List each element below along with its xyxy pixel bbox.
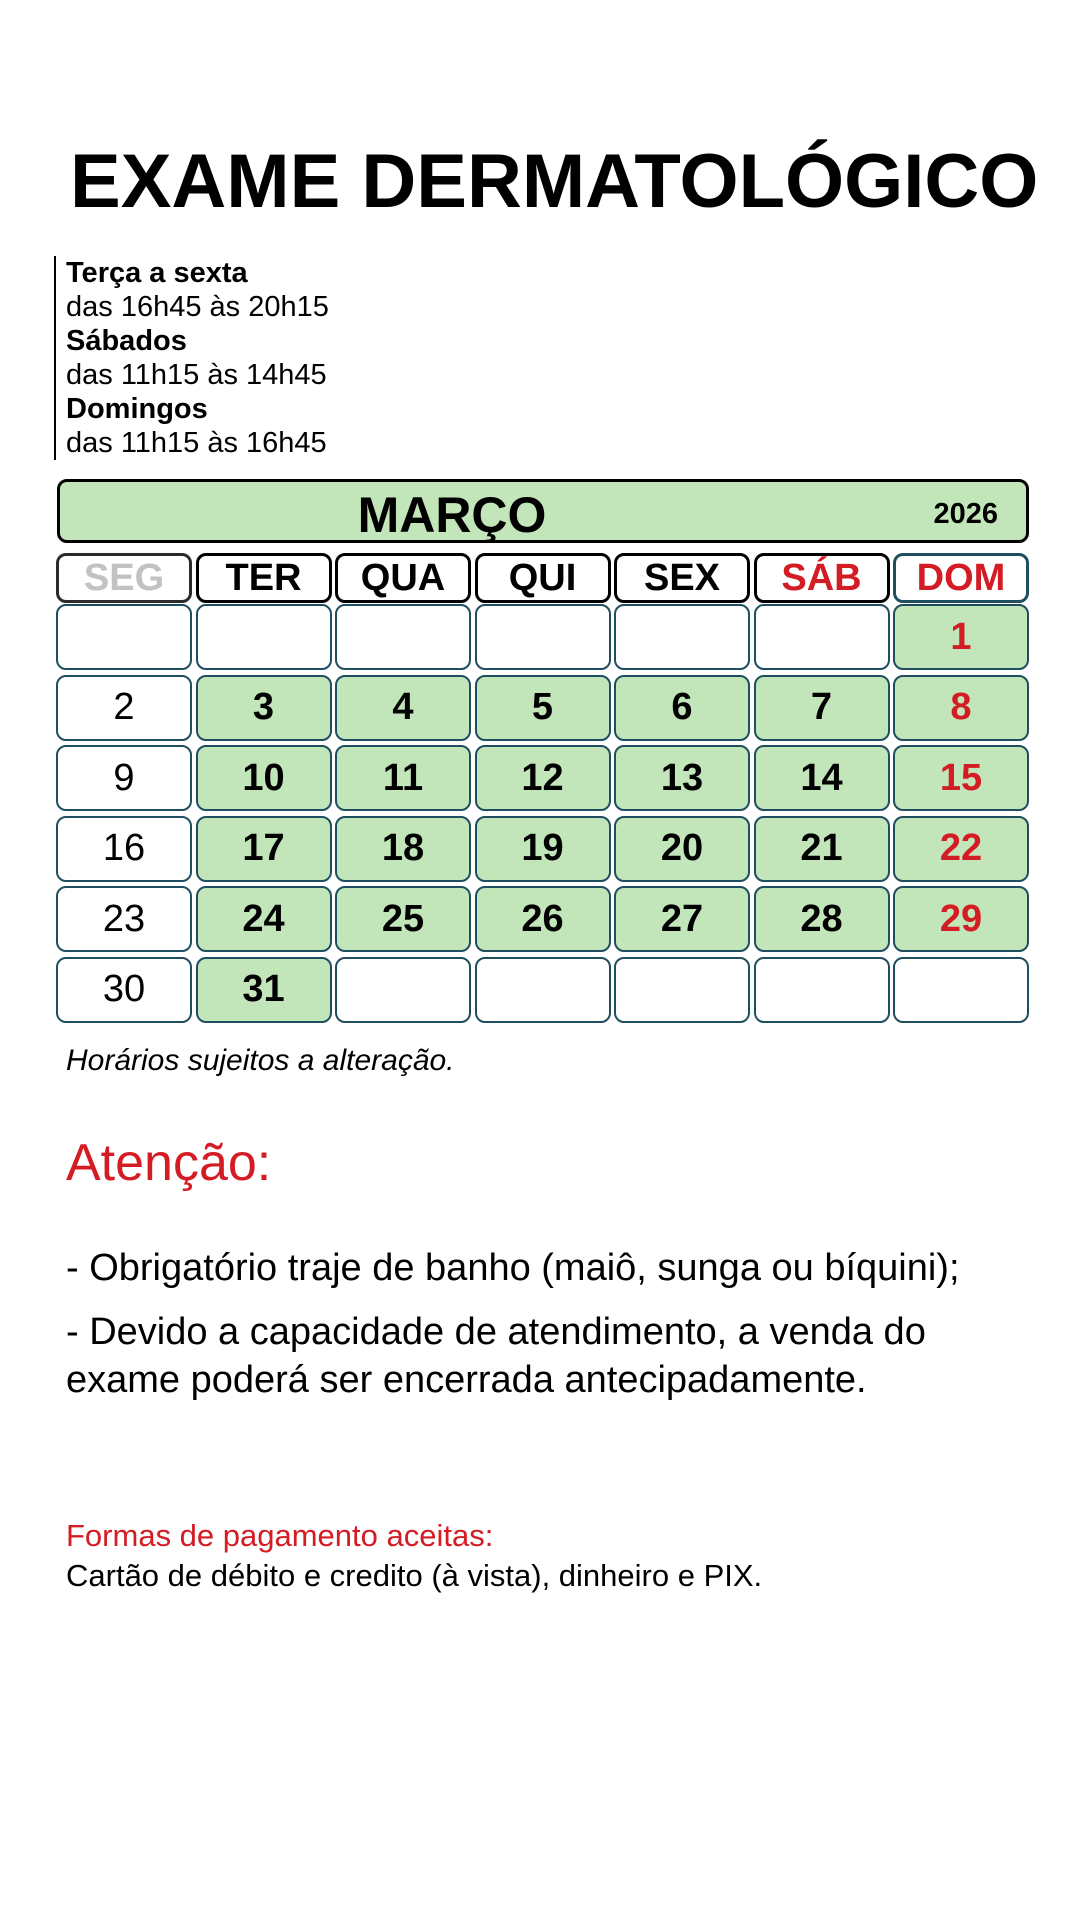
- weekday-header-sex: SEX: [614, 553, 750, 603]
- calendar-day-5: 5: [475, 675, 611, 741]
- weekday-header-qui: QUI: [475, 553, 611, 603]
- weekday-header-seg: SEG: [56, 553, 192, 603]
- attention-rule-capacity: - Devido a capacidade de atendimento, a venda do exame poderá ser encerrada antecipadamente.: [66, 1311, 926, 1401]
- calendar-day-15: 15: [893, 745, 1029, 811]
- schedule-days-weekdays: Terça a sexta: [66, 257, 248, 289]
- calendar-day-11: 11: [335, 745, 471, 811]
- calendar-empty-cell: [475, 604, 611, 670]
- attention-heading: Atenção:: [66, 1134, 272, 1192]
- weekday-header-dom: DOM: [893, 553, 1029, 603]
- weekday-header-ter: TER: [196, 553, 332, 603]
- calendar-day-9: 9: [56, 745, 192, 811]
- payment-label: Formas de pagamento aceitas:: [66, 1518, 494, 1553]
- attention-rule-swimwear: - Obrigatório traje de banho (maiô, sunga ou bíquini);: [66, 1247, 960, 1289]
- calendar-day-25: 25: [335, 886, 471, 952]
- calendar-year: 2026: [933, 498, 998, 530]
- calendar-day-17: 17: [196, 816, 332, 882]
- calendar-day-19: 19: [475, 816, 611, 882]
- calendar-empty-cell: [196, 604, 332, 670]
- calendar-empty-cell: [754, 604, 890, 670]
- calendar-empty-cell: [893, 957, 1029, 1023]
- calendar-day-10: 10: [196, 745, 332, 811]
- schedule-hours-sunday: das 11h15 às 16h45: [66, 427, 327, 459]
- calendar-empty-cell: [614, 957, 750, 1023]
- weekday-header-sáb: SÁB: [754, 553, 890, 603]
- schedule-hours-weekdays: das 16h45 às 20h15: [66, 291, 329, 323]
- schedule-days-sunday: Domingos: [66, 393, 208, 425]
- calendar-month-header: [57, 479, 1029, 543]
- calendar-day-23: 23: [56, 886, 192, 952]
- calendar-day-29: 29: [893, 886, 1029, 952]
- calendar-day-22: 22: [893, 816, 1029, 882]
- calendar-day-21: 21: [754, 816, 890, 882]
- schedule-note: Horários sujeitos a alteração.: [66, 1044, 455, 1077]
- calendar-day-31: 31: [196, 957, 332, 1023]
- calendar-day-6: 6: [614, 675, 750, 741]
- schedule-hours-saturday: das 11h15 às 14h45: [66, 359, 327, 391]
- calendar-empty-cell: [475, 957, 611, 1023]
- calendar-empty-cell: [56, 604, 192, 670]
- calendar-day-28: 28: [754, 886, 890, 952]
- calendar-day-4: 4: [335, 675, 471, 741]
- calendar-empty-cell: [335, 604, 471, 670]
- page-title: EXAME DERMATOLÓGICO: [70, 139, 1039, 224]
- payment-methods: Cartão de débito e credito (à vista), dinheiro e PIX.: [66, 1558, 763, 1593]
- weekday-header-qua: QUA: [335, 553, 471, 603]
- calendar-day-30: 30: [56, 957, 192, 1023]
- calendar-day-14: 14: [754, 745, 890, 811]
- calendar-empty-cell: [754, 957, 890, 1023]
- calendar-day-3: 3: [196, 675, 332, 741]
- calendar-day-1: 1: [893, 604, 1029, 670]
- calendar-month-name: MARÇO: [357, 487, 547, 543]
- calendar-day-27: 27: [614, 886, 750, 952]
- schedule-days-saturday: Sábados: [66, 325, 187, 357]
- calendar-empty-cell: [614, 604, 750, 670]
- calendar-day-24: 24: [196, 886, 332, 952]
- calendar-day-7: 7: [754, 675, 890, 741]
- calendar-day-18: 18: [335, 816, 471, 882]
- calendar-day-8: 8: [893, 675, 1029, 741]
- schedule-block: [54, 256, 329, 460]
- calendar-empty-cell: [335, 957, 471, 1023]
- calendar-day-16: 16: [56, 816, 192, 882]
- calendar-day-12: 12: [475, 745, 611, 811]
- calendar-day-2: 2: [56, 675, 192, 741]
- calendar-day-26: 26: [475, 886, 611, 952]
- calendar-day-20: 20: [614, 816, 750, 882]
- calendar-day-13: 13: [614, 745, 750, 811]
